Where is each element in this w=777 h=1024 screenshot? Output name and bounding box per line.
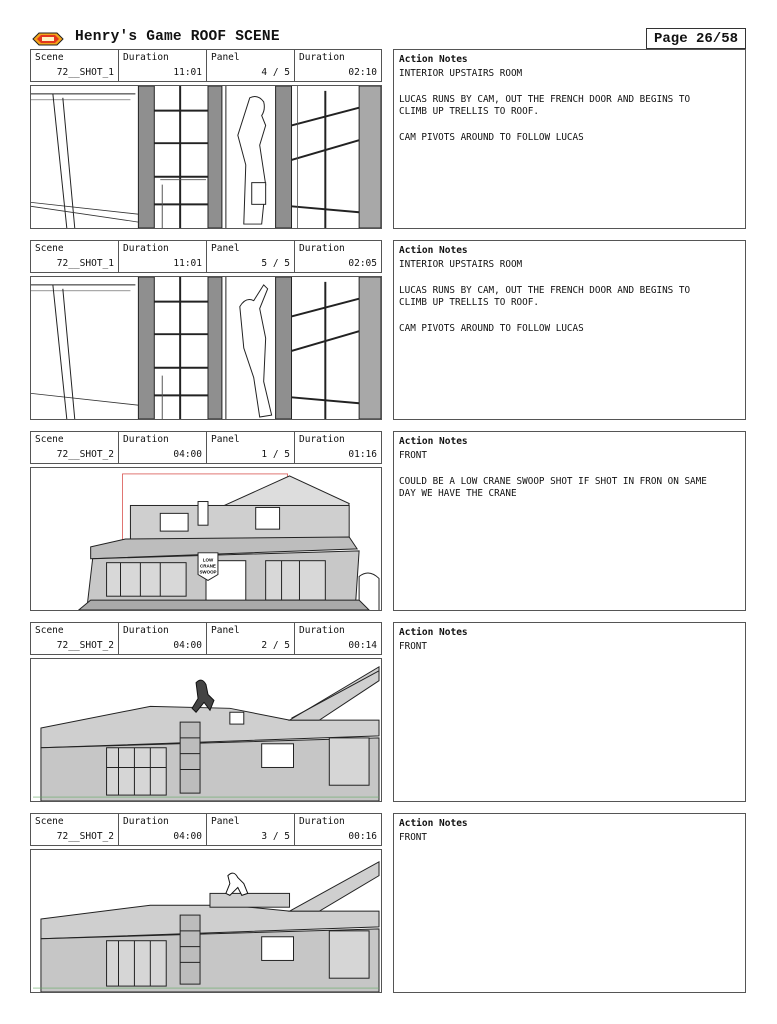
duration-label: Duration xyxy=(123,243,169,254)
duration-label: Duration xyxy=(299,625,345,636)
scene-cell xyxy=(31,241,119,272)
panel-label: Panel xyxy=(211,816,240,827)
clapper-logo-icon xyxy=(31,31,65,47)
action-notes xyxy=(393,622,746,802)
action-notes xyxy=(393,49,746,229)
scene-duration-cell xyxy=(119,50,207,81)
note-line: LUCAS RUNS BY CAM, OUT THE FRENCH DOOR AND BEGINS TO xyxy=(399,93,691,105)
panel-value: 4 / 5 xyxy=(261,67,290,78)
duration-label: Duration xyxy=(123,52,169,63)
panel-value: 2 / 5 xyxy=(261,640,290,651)
scene-label: Scene xyxy=(35,816,64,827)
panel-info-bar xyxy=(30,49,382,82)
crane-label: SWOOP xyxy=(199,569,217,575)
panel-label: Panel xyxy=(211,243,240,254)
panel-value: 3 / 5 xyxy=(261,831,290,842)
panel-sketch xyxy=(30,467,382,611)
panel-cell xyxy=(207,432,295,463)
panel-sketch xyxy=(30,85,382,229)
note-line: FRONT xyxy=(399,641,427,652)
panel-duration-value: 01:16 xyxy=(348,449,377,460)
action-notes xyxy=(393,240,746,420)
panel-info-bar xyxy=(30,240,382,273)
panel-cell xyxy=(207,814,295,845)
panel-duration-cell xyxy=(295,241,381,272)
crane-label: CRANE xyxy=(200,563,216,569)
panel-duration-cell xyxy=(295,814,381,845)
note-line: DAY WE HAVE THE CRANE xyxy=(399,488,517,499)
panel-duration-value: 00:14 xyxy=(348,640,377,651)
scene-duration-cell xyxy=(119,432,207,463)
scene-value: 72__SHOT_2 xyxy=(56,640,114,651)
action-notes-heading: Action Notes xyxy=(399,818,468,829)
scene-duration-value: 11:01 xyxy=(173,67,202,78)
panel-cell xyxy=(207,623,295,654)
action-notes-heading: Action Notes xyxy=(399,54,468,65)
scene-duration-cell xyxy=(119,623,207,654)
note-line: FRONT xyxy=(399,832,427,843)
panel-sketch xyxy=(30,849,382,993)
action-notes xyxy=(393,813,746,993)
action-notes-heading: Action Notes xyxy=(399,245,468,256)
action-notes xyxy=(393,431,746,611)
scene-duration-cell xyxy=(119,241,207,272)
panel-label: Panel xyxy=(211,52,240,63)
panel-duration-value: 02:10 xyxy=(348,67,377,78)
note-line: CAM PIVOTS AROUND TO FOLLOW LUCAS xyxy=(399,322,584,334)
roof-climber-sketch xyxy=(31,659,381,801)
panel-cell xyxy=(207,241,295,272)
panel-cell xyxy=(207,50,295,81)
panel-sketch xyxy=(30,658,382,802)
note-line: FRONT xyxy=(399,450,427,461)
panel-info-bar xyxy=(30,431,382,464)
crane-label: LOW xyxy=(202,557,214,563)
note-line: CLIMB UP TRELLIS TO ROOF. xyxy=(399,106,539,117)
scene-label: Scene xyxy=(35,434,64,445)
note-line: INTERIOR UPSTAIRS ROOM xyxy=(399,259,523,270)
scene-label: Scene xyxy=(35,243,64,254)
duration-label: Duration xyxy=(123,625,169,636)
scene-label: Scene xyxy=(35,52,64,63)
panel-value: 1 / 5 xyxy=(261,449,290,460)
scene-value: 72__SHOT_1 xyxy=(56,258,114,269)
page-number: Page 26/58 xyxy=(646,28,746,49)
note-line: COULD BE A LOW CRANE SWOOP SHOT IF SHOT IN FRON ON SAME xyxy=(399,475,707,487)
panel-duration-cell xyxy=(295,623,381,654)
panel-duration-value: 00:16 xyxy=(348,831,377,842)
scene-duration-cell xyxy=(119,814,207,845)
scene-cell xyxy=(31,623,119,654)
panel-value: 5 / 5 xyxy=(261,258,290,269)
panel-duration-value: 02:05 xyxy=(348,258,377,269)
note-line: LUCAS RUNS BY CAM, OUT THE FRENCH DOOR AND BEGINS TO xyxy=(399,284,691,296)
panel-info-bar xyxy=(30,622,382,655)
scene-value: 72__SHOT_1 xyxy=(56,67,114,78)
scene-value: 72__SHOT_2 xyxy=(56,449,114,460)
scene-duration-value: 04:00 xyxy=(173,640,202,651)
interior-french-door-sketch xyxy=(31,86,381,228)
page-title: Henry's Game ROOF SCENE xyxy=(75,29,280,45)
panel-duration-cell xyxy=(295,50,381,81)
action-notes-heading: Action Notes xyxy=(399,627,468,638)
scene-duration-value: 04:00 xyxy=(173,831,202,842)
interior-french-door-sketch xyxy=(31,277,381,419)
duration-label: Duration xyxy=(299,434,345,445)
note-line: INTERIOR UPSTAIRS ROOM xyxy=(399,68,523,79)
duration-label: Duration xyxy=(123,434,169,445)
duration-label: Duration xyxy=(299,816,345,827)
duration-label: Duration xyxy=(299,243,345,254)
house-front-crane-sketch xyxy=(31,468,381,610)
note-line: CAM PIVOTS AROUND TO FOLLOW LUCAS xyxy=(399,131,584,143)
duration-label: Duration xyxy=(299,52,345,63)
roof-climber-sketch xyxy=(31,850,381,992)
scene-cell xyxy=(31,814,119,845)
action-notes-heading: Action Notes xyxy=(399,436,468,447)
panel-sketch xyxy=(30,276,382,420)
scene-duration-value: 04:00 xyxy=(173,449,202,460)
scene-duration-value: 11:01 xyxy=(173,258,202,269)
panel-label: Panel xyxy=(211,434,240,445)
panel-label: Panel xyxy=(211,625,240,636)
note-line: CLIMB UP TRELLIS TO ROOF. xyxy=(399,297,539,308)
scene-cell xyxy=(31,50,119,81)
panel-duration-cell xyxy=(295,432,381,463)
scene-value: 72__SHOT_2 xyxy=(56,831,114,842)
duration-label: Duration xyxy=(123,816,169,827)
scene-label: Scene xyxy=(35,625,64,636)
panel-info-bar xyxy=(30,813,382,846)
scene-cell xyxy=(31,432,119,463)
